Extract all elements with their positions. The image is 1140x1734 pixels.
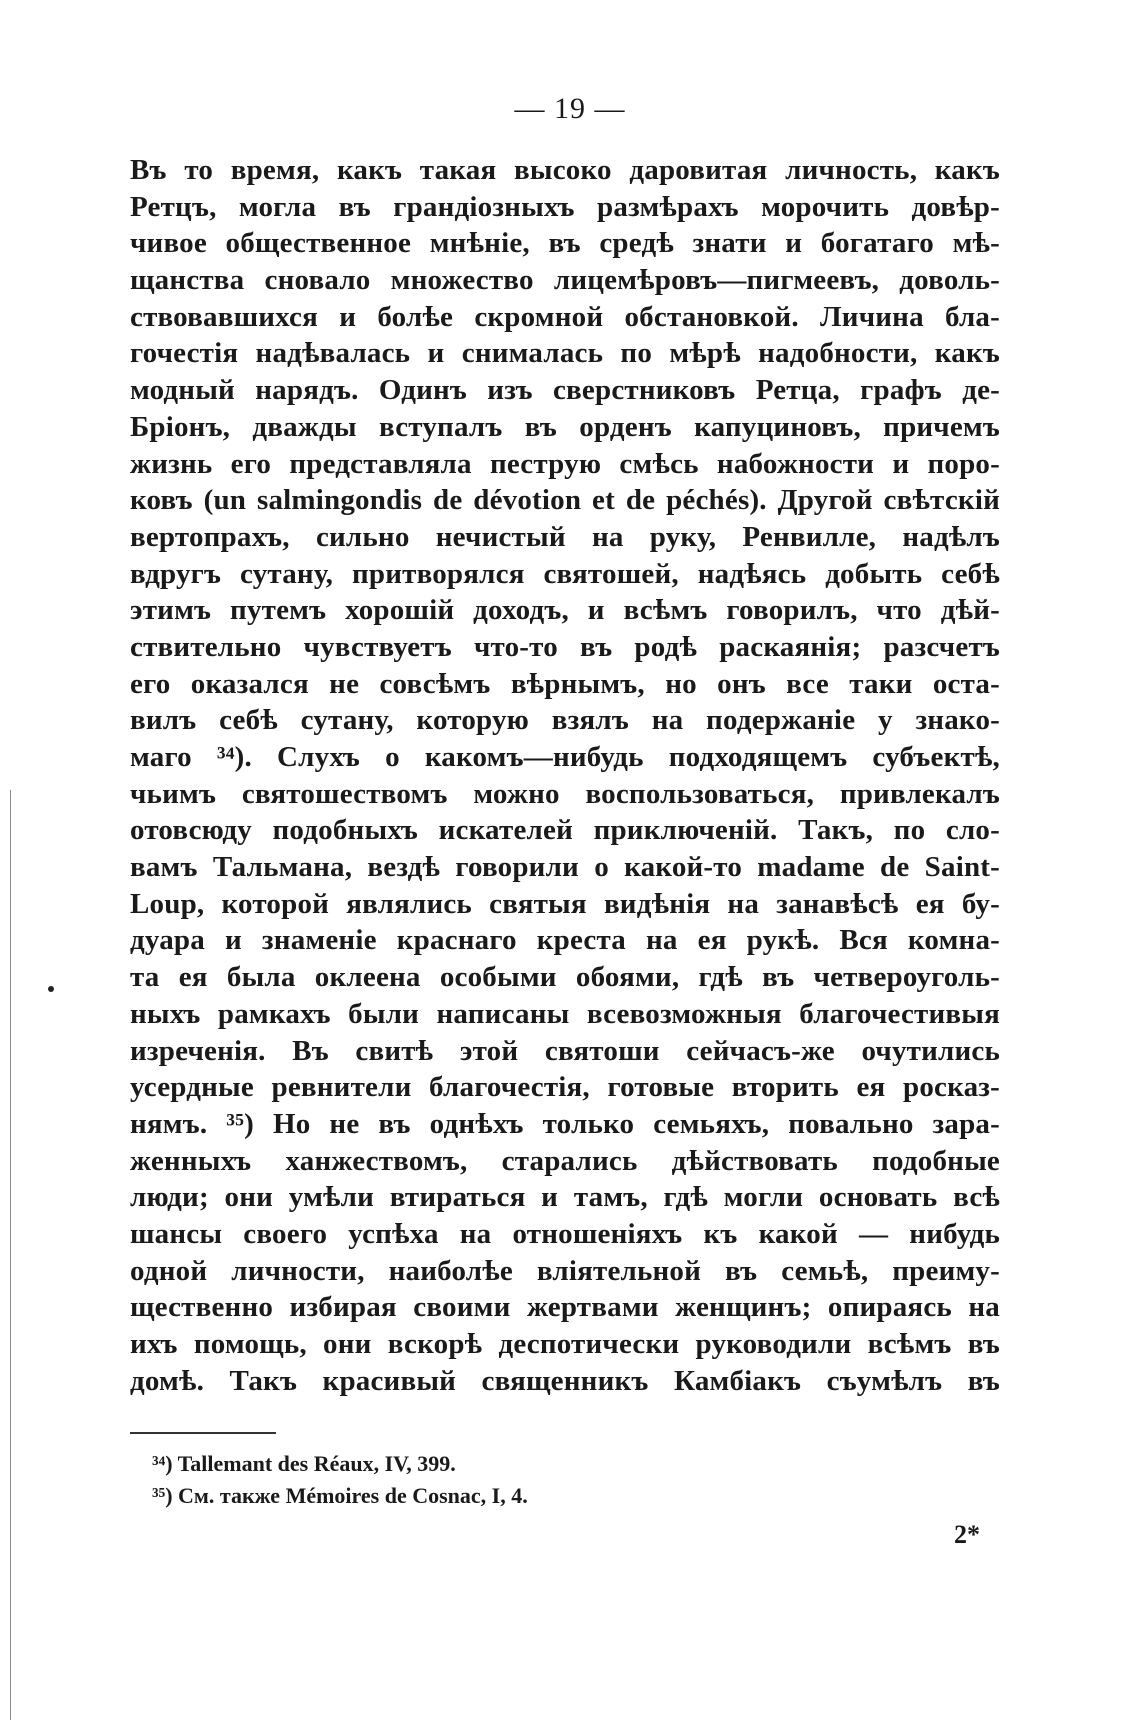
text-line: люди; они умѣли втираться и тамъ, гдѣ могли основать всѣ (130, 1181, 1000, 1214)
text-line: ихъ помощь, они вскорѣ деспотически руководили всѣмъ въ (130, 1328, 1000, 1360)
text-line: Ретцъ, могла въ грандіозныхъ размѣрахъ морочить довѣр- (130, 190, 1000, 223)
text-line: ствовавшихся и болѣе скромной обстановкой. Личина бла- (130, 300, 1000, 333)
text-line: гочестія надѣвалась и снималась по мѣрѣ надобности, какъ (130, 337, 1000, 370)
footnote-34: ³⁴) Tallemant des Réaux, IV, 399. (152, 1451, 456, 1476)
text-line: чьимъ святошествомъ можно воспользоваться, привлекалъ (130, 777, 1000, 810)
text-line: чивое общественное мнѣніе, въ средѣ знати и богатаго мѣ- (130, 227, 1000, 260)
footnotes (152, 1448, 852, 1512)
text-line: одной личности, наиболѣе вліятельной въ семьѣ, преиму- (130, 1254, 1000, 1287)
text-line: вамъ Тальмана, вездѣ говорили о какой-то madame de Saint- (130, 851, 1000, 884)
text-line: щанства сновало множество лицемѣровъ—пигмеевъ, доволь- (130, 264, 1000, 297)
text-line: Бріонъ, дважды вступалъ въ орденъ капуциновъ, причемъ (130, 410, 1000, 443)
stray-dot (48, 986, 54, 992)
text-line: ствительно чувствуетъ что-то въ родѣ раскаянія; разсчетъ (130, 630, 1000, 663)
text-line: маго ³⁴). Слухъ о какомъ—нибудь подходящемъ субъектѣ, (130, 741, 1000, 773)
signature-mark: 2* (954, 1520, 980, 1549)
body-text (130, 152, 1000, 1399)
text-line: женныхъ ханжествомъ, старались дѣйствовать подобные (130, 1144, 1000, 1177)
text-line: вилъ себѣ сутану, которую взялъ на подержаніе у знако- (130, 704, 1000, 737)
text-line: щественно избирая своими жертвами женщинъ; опираясь на (130, 1291, 1000, 1324)
text-line: дуара и знаменіе краснаго креста на ея рукѣ. Вся комна- (130, 924, 1000, 957)
text-line: этимъ путемъ хорошій доходъ, и всѣмъ говорилъ, что дѣй- (130, 594, 1000, 627)
page-number: — 19 — (514, 92, 626, 125)
page-edge-line (10, 790, 11, 1720)
text-line: усердные ревнители благочестія, готовые вторить ея росказ- (130, 1071, 1000, 1104)
text-line: нямъ. ³⁵) Но не въ однѣхъ только семьяхъ, повально зара- (130, 1107, 1000, 1140)
text-line: его оказался не совсѣмъ вѣрнымъ, но онъ все таки оста- (130, 667, 1000, 700)
text-line: Loup, которой являлись святыя видѣнія на занавѣсѣ ея бу- (130, 887, 1000, 920)
text-line: изреченія. Въ свитѣ этой святоши сейчасъ-же очутились (130, 1034, 1000, 1067)
footnote-separator (130, 1432, 276, 1434)
text-line: домѣ. Такъ красивый священникъ Камбіакъ съумѣлъ въ (130, 1364, 1000, 1397)
text-line: жизнь его представляла пеструю смѣсь набожности и поро- (130, 447, 1000, 480)
text-line: отовсюду подобныхъ искателей приключеній. Такъ, по сло- (130, 814, 1000, 847)
text-line: Въ то время, какъ такая высоко даровитая личность, какъ (130, 154, 1000, 186)
text-line: шансы своего успѣха на отношеніяхъ къ какой — нибудь (130, 1217, 1000, 1250)
text-line: ковъ (un salmingondis de dévotion et de péchés). Другой свѣтскій (130, 484, 1000, 517)
text-line: та ея была оклеена особыми обоями, гдѣ въ четвероуголь- (130, 961, 1000, 994)
text-line: модный нарядъ. Одинъ изъ сверстниковъ Ретца, графъ де- (130, 374, 1000, 407)
text-line: ныхъ рамкахъ были написаны всевозможныя благочестивыя (130, 997, 1000, 1030)
footnote-35: ³⁵) См. также Mémoires de Cosnac, I, 4. (152, 1483, 528, 1508)
text-line: вдругъ сутану, притворялся святошей, надѣясь добыть себѣ (130, 557, 1000, 590)
text-line: вертопрахъ, сильно нечистый на руку, Ренвилле, надѣлъ (130, 520, 1000, 553)
